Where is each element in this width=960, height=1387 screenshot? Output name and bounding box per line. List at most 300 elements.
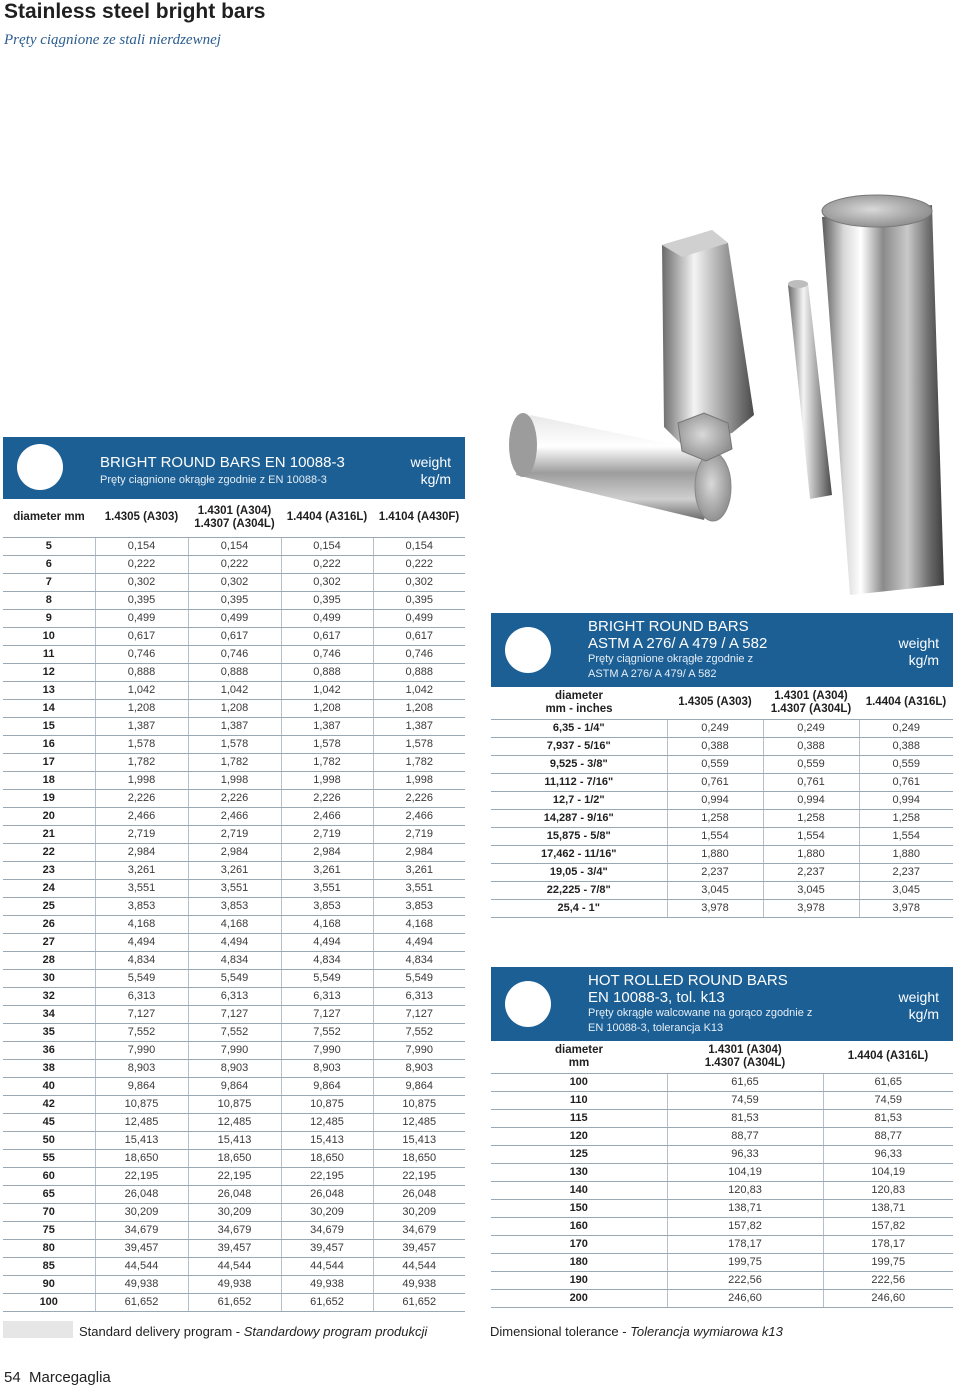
- row-weight: 39,457: [188, 1239, 281, 1257]
- table-row: [491, 1235, 953, 1253]
- row-weight: 0,222: [373, 555, 465, 573]
- row-weight: 1,208: [281, 699, 373, 717]
- row-weight: 157,82: [667, 1217, 823, 1235]
- row-weight: 1,782: [95, 753, 188, 771]
- row-diameter: 85: [3, 1257, 95, 1275]
- legend-standard: Standard delivery program - Standardowy program produkcji: [79, 1324, 428, 1339]
- col-header: 1.4305 (A303): [95, 499, 188, 537]
- row-weight: 4,834: [281, 951, 373, 969]
- row-weight: 5,549: [95, 969, 188, 987]
- row-weight: 0,154: [281, 537, 373, 555]
- row-weight: 8,903: [188, 1059, 281, 1077]
- row-weight: 1,042: [373, 681, 465, 699]
- table-row: [3, 609, 465, 627]
- table-row: [491, 1091, 953, 1109]
- row-weight: 138,71: [823, 1199, 953, 1217]
- row-weight: 1,880: [859, 845, 953, 863]
- row-weight: 4,834: [188, 951, 281, 969]
- table-row: [3, 1131, 465, 1149]
- row-weight: 3,551: [281, 879, 373, 897]
- row-weight: 0,302: [373, 573, 465, 591]
- row-weight: 2,226: [281, 789, 373, 807]
- row-weight: 0,154: [188, 537, 281, 555]
- row-diameter: 9: [3, 609, 95, 627]
- row-weight: 2,719: [373, 825, 465, 843]
- standard-program-swatch: [3, 1321, 73, 1338]
- row-weight: 39,457: [281, 1239, 373, 1257]
- row-weight: 3,551: [95, 879, 188, 897]
- table-row: [3, 753, 465, 771]
- row-diameter: 16: [3, 735, 95, 753]
- table-row: [3, 663, 465, 681]
- row-weight: 1,880: [763, 845, 859, 863]
- row-weight: 88,77: [667, 1127, 823, 1145]
- row-weight: 0,994: [859, 791, 953, 809]
- row-weight: 1,208: [188, 699, 281, 717]
- row-weight: 1,042: [188, 681, 281, 699]
- row-weight: 6,313: [281, 987, 373, 1005]
- row-weight: 0,395: [373, 591, 465, 609]
- table-astm-subtitle: Pręty ciągnione okrągłe zgodnie z: [588, 653, 754, 665]
- table-row: [491, 1163, 953, 1181]
- row-weight: 96,33: [823, 1145, 953, 1163]
- table-row: [3, 1149, 465, 1167]
- row-weight: 0,994: [667, 791, 763, 809]
- row-weight: 15,413: [373, 1131, 465, 1149]
- table-row: [491, 737, 953, 755]
- row-weight: 0,617: [373, 627, 465, 645]
- row-weight: 4,168: [281, 915, 373, 933]
- row-weight: 3,261: [281, 861, 373, 879]
- row-weight: 246,60: [667, 1289, 823, 1307]
- row-weight: 18,650: [188, 1149, 281, 1167]
- row-weight: 2,226: [373, 789, 465, 807]
- row-diameter: 22,225 - 7/8": [491, 881, 667, 899]
- row-diameter: 100: [3, 1293, 95, 1311]
- row-weight: 6,313: [373, 987, 465, 1005]
- row-weight: 4,168: [373, 915, 465, 933]
- row-weight: 1,042: [95, 681, 188, 699]
- row-weight: 26,048: [373, 1185, 465, 1203]
- row-weight: 0,888: [281, 663, 373, 681]
- row-diameter: 26: [3, 915, 95, 933]
- table-row: [3, 1077, 465, 1095]
- col-header: 1.4404 (A316L): [859, 687, 953, 719]
- table-row: [491, 755, 953, 773]
- row-weight: 34,679: [95, 1221, 188, 1239]
- table-row: [3, 879, 465, 897]
- row-diameter: 75: [3, 1221, 95, 1239]
- diameter-symbol: D: [561, 646, 567, 655]
- row-weight: 2,719: [188, 825, 281, 843]
- row-weight: 1,998: [188, 771, 281, 789]
- row-weight: 0,222: [281, 555, 373, 573]
- row-weight: 1,782: [373, 753, 465, 771]
- row-weight: 0,249: [859, 719, 953, 737]
- row-diameter: 7: [3, 573, 95, 591]
- row-weight: 61,652: [373, 1293, 465, 1311]
- table-row: [491, 899, 953, 917]
- table-row: [3, 771, 465, 789]
- row-weight: 30,209: [281, 1203, 373, 1221]
- table-row: [491, 1181, 953, 1199]
- row-weight: 0,302: [95, 573, 188, 591]
- row-diameter: 12,7 - 1/2": [491, 791, 667, 809]
- weight-label: weight: [410, 454, 451, 470]
- table-row: [491, 1253, 953, 1271]
- row-weight: 2,719: [281, 825, 373, 843]
- row-diameter: 170: [491, 1235, 667, 1253]
- row-weight: 199,75: [667, 1253, 823, 1271]
- row-diameter: 19: [3, 789, 95, 807]
- row-weight: 26,048: [95, 1185, 188, 1203]
- table-row: [3, 537, 465, 555]
- row-weight: 1,258: [859, 809, 953, 827]
- row-weight: 8,903: [95, 1059, 188, 1077]
- row-weight: 4,494: [281, 933, 373, 951]
- table-row: [3, 627, 465, 645]
- table-row: [3, 1113, 465, 1131]
- row-diameter: 34: [3, 1005, 95, 1023]
- row-weight: 3,853: [373, 897, 465, 915]
- row-weight: 12,485: [281, 1113, 373, 1131]
- row-weight: 1,387: [373, 717, 465, 735]
- row-weight: 6,313: [95, 987, 188, 1005]
- row-weight: 44,544: [373, 1257, 465, 1275]
- row-weight: 1,578: [95, 735, 188, 753]
- row-weight: 7,990: [188, 1041, 281, 1059]
- table-row: [491, 1289, 953, 1307]
- row-weight: 0,761: [859, 773, 953, 791]
- table-row: [3, 897, 465, 915]
- table-row: [3, 591, 465, 609]
- table-row: [491, 1271, 953, 1289]
- row-weight: 222,56: [667, 1271, 823, 1289]
- row-weight: 7,552: [188, 1023, 281, 1041]
- row-weight: 2,984: [281, 843, 373, 861]
- table-row: [491, 1073, 953, 1091]
- row-weight: 61,65: [823, 1073, 953, 1091]
- row-diameter: 70: [3, 1203, 95, 1221]
- row-weight: 74,59: [823, 1091, 953, 1109]
- table-row: [3, 573, 465, 591]
- row-weight: 0,746: [95, 645, 188, 663]
- row-weight: 0,395: [95, 591, 188, 609]
- row-weight: 4,834: [95, 951, 188, 969]
- row-weight: 138,71: [667, 1199, 823, 1217]
- table-row: [3, 951, 465, 969]
- row-diameter: 190: [491, 1271, 667, 1289]
- row-weight: 0,222: [188, 555, 281, 573]
- legend-tolerance: Dimensional tolerance - Tolerancja wymiarowa k13: [490, 1324, 783, 1339]
- row-weight: 2,466: [373, 807, 465, 825]
- row-diameter: 11,112 - 7/16": [491, 773, 667, 791]
- row-diameter: 8: [3, 591, 95, 609]
- row-weight: 1,554: [667, 827, 763, 845]
- row-weight: 246,60: [823, 1289, 953, 1307]
- row-diameter: 130: [491, 1163, 667, 1181]
- table-hot-rolled-title: HOT ROLLED ROUND BARS: [588, 972, 788, 989]
- row-diameter: 6,35 - 1/4": [491, 719, 667, 737]
- row-weight: 81,53: [667, 1109, 823, 1127]
- table-astm-title-2: ASTM A 276/ A 479 / A 582: [588, 635, 768, 652]
- table-row: [3, 1239, 465, 1257]
- row-weight: 0,746: [188, 645, 281, 663]
- table-row: [3, 1095, 465, 1113]
- row-diameter: 55: [3, 1149, 95, 1167]
- row-weight: 12,485: [188, 1113, 281, 1131]
- row-weight: 0,888: [188, 663, 281, 681]
- round-bar-section-icon: [505, 981, 551, 1027]
- row-weight: 1,782: [188, 753, 281, 771]
- row-weight: 9,864: [373, 1077, 465, 1095]
- row-weight: 2,237: [667, 863, 763, 881]
- table-row: [3, 735, 465, 753]
- table-row: [3, 861, 465, 879]
- row-weight: 0,388: [763, 737, 859, 755]
- row-weight: 1,880: [667, 845, 763, 863]
- row-diameter: 25,4 - 1": [491, 899, 667, 917]
- row-weight: 0,395: [281, 591, 373, 609]
- row-diameter: 12: [3, 663, 95, 681]
- row-weight: 10,875: [281, 1095, 373, 1113]
- row-weight: 2,984: [95, 843, 188, 861]
- row-diameter: 35: [3, 1023, 95, 1041]
- table-row: [491, 827, 953, 845]
- weight-unit: kg/m: [420, 471, 451, 487]
- table-row: [491, 809, 953, 827]
- table-row: [491, 1145, 953, 1163]
- row-weight: 2,237: [859, 863, 953, 881]
- col-header: diameter mm: [491, 1041, 667, 1073]
- row-weight: 30,209: [188, 1203, 281, 1221]
- row-weight: 0,559: [667, 755, 763, 773]
- row-diameter: 140: [491, 1181, 667, 1199]
- row-weight: 22,195: [188, 1167, 281, 1185]
- row-diameter: 15: [3, 717, 95, 735]
- row-weight: 7,127: [281, 1005, 373, 1023]
- row-diameter: 10: [3, 627, 95, 645]
- table-astm: [491, 613, 953, 918]
- row-weight: 34,679: [188, 1221, 281, 1239]
- row-weight: 0,499: [281, 609, 373, 627]
- table-hot-rolled-grid: [491, 1041, 953, 1308]
- table-astm-subtitle-2: ASTM A 276/ A 479/ A 582: [588, 668, 717, 680]
- row-weight: 3,261: [95, 861, 188, 879]
- table-row: [3, 1023, 465, 1041]
- row-diameter: 22: [3, 843, 95, 861]
- row-weight: 3,551: [373, 879, 465, 897]
- table-hot-rolled-header: [491, 967, 953, 1041]
- bars-photo: [492, 165, 958, 605]
- row-weight: 49,938: [188, 1275, 281, 1293]
- row-weight: 0,395: [188, 591, 281, 609]
- row-weight: 2,237: [763, 863, 859, 881]
- row-diameter: 19,05 - 3/4": [491, 863, 667, 881]
- row-weight: 2,226: [188, 789, 281, 807]
- row-diameter: 23: [3, 861, 95, 879]
- brand-name: Marcegaglia: [29, 1369, 111, 1386]
- diameter-symbol: D: [561, 1000, 567, 1009]
- row-diameter: 60: [3, 1167, 95, 1185]
- row-diameter: 17,462 - 11/16": [491, 845, 667, 863]
- table-row: [491, 881, 953, 899]
- table-row: [3, 1005, 465, 1023]
- table-row: [3, 699, 465, 717]
- row-weight: 3,853: [281, 897, 373, 915]
- table-row: [3, 807, 465, 825]
- row-diameter: 125: [491, 1145, 667, 1163]
- row-weight: 34,679: [281, 1221, 373, 1239]
- row-weight: 4,494: [188, 933, 281, 951]
- table-row: [3, 1059, 465, 1077]
- col-header: 1.4305 (A303): [667, 687, 763, 719]
- row-weight: 120,83: [823, 1181, 953, 1199]
- row-weight: 34,679: [373, 1221, 465, 1239]
- row-weight: 1,208: [373, 699, 465, 717]
- row-diameter: 100: [491, 1073, 667, 1091]
- row-diameter: 38: [3, 1059, 95, 1077]
- table-astm-header: [491, 613, 953, 687]
- row-weight: 15,413: [188, 1131, 281, 1149]
- row-diameter: 45: [3, 1113, 95, 1131]
- row-weight: 1,998: [281, 771, 373, 789]
- row-weight: 22,195: [95, 1167, 188, 1185]
- row-weight: 1,578: [373, 735, 465, 753]
- table-en10088-header: [3, 437, 465, 499]
- row-weight: 7,127: [95, 1005, 188, 1023]
- row-weight: 1,387: [95, 717, 188, 735]
- row-weight: 7,127: [188, 1005, 281, 1023]
- row-weight: 10,875: [188, 1095, 281, 1113]
- row-weight: 3,045: [667, 881, 763, 899]
- row-weight: 0,499: [95, 609, 188, 627]
- table-row: [3, 1185, 465, 1203]
- row-diameter: 42: [3, 1095, 95, 1113]
- row-weight: 39,457: [373, 1239, 465, 1257]
- row-diameter: 15,875 - 5/8": [491, 827, 667, 845]
- row-diameter: 90: [3, 1275, 95, 1293]
- row-diameter: 21: [3, 825, 95, 843]
- round-bar-section-icon: [17, 444, 63, 490]
- row-weight: 0,499: [188, 609, 281, 627]
- row-diameter: 11: [3, 645, 95, 663]
- weight-label: weight: [898, 635, 939, 651]
- table-row: [3, 987, 465, 1005]
- table-row: [3, 717, 465, 735]
- table-hot-rolled: [491, 967, 953, 1308]
- row-weight: 5,549: [373, 969, 465, 987]
- col-header: 1.4301 (A304) 1.4307 (A304L): [763, 687, 859, 719]
- row-diameter: 36: [3, 1041, 95, 1059]
- table-astm-title: BRIGHT ROUND BARS: [588, 618, 749, 635]
- table-row: [491, 1217, 953, 1235]
- table-row: [3, 681, 465, 699]
- row-weight: 0,746: [373, 645, 465, 663]
- col-header: 1.4104 (A430F): [373, 499, 465, 537]
- row-diameter: 50: [3, 1131, 95, 1149]
- row-weight: 3,551: [188, 879, 281, 897]
- row-weight: 2,984: [188, 843, 281, 861]
- table-row: [3, 555, 465, 573]
- weight-unit: kg/m: [908, 652, 939, 668]
- row-weight: 3,261: [188, 861, 281, 879]
- row-weight: 8,903: [281, 1059, 373, 1077]
- row-weight: 7,552: [95, 1023, 188, 1041]
- row-weight: 1,578: [281, 735, 373, 753]
- col-header: 1.4404 (A316L): [823, 1041, 953, 1073]
- round-bar-section-icon: [505, 627, 551, 673]
- row-weight: 0,761: [763, 773, 859, 791]
- table-row: [3, 843, 465, 861]
- row-weight: 0,302: [188, 573, 281, 591]
- row-weight: 7,990: [281, 1041, 373, 1059]
- row-weight: 2,984: [373, 843, 465, 861]
- row-weight: 4,168: [95, 915, 188, 933]
- col-header: 1.4404 (A316L): [281, 499, 373, 537]
- row-weight: 3,978: [763, 899, 859, 917]
- row-weight: 1,208: [95, 699, 188, 717]
- row-weight: 74,59: [667, 1091, 823, 1109]
- table-row: [3, 915, 465, 933]
- row-weight: 44,544: [188, 1257, 281, 1275]
- table-row: [491, 845, 953, 863]
- table-hot-rolled-subtitle-2: EN 10088-3, tolerancja K13: [588, 1022, 724, 1034]
- table-row: [491, 719, 953, 737]
- table-hot-rolled-subtitle: Pręty okrągłe walcowane na gorąco zgodnie z: [588, 1007, 813, 1019]
- row-weight: 2,466: [188, 807, 281, 825]
- row-weight: 61,652: [95, 1293, 188, 1311]
- row-weight: 61,65: [667, 1073, 823, 1091]
- table-row: [491, 773, 953, 791]
- row-weight: 1,554: [763, 827, 859, 845]
- table-en10088-grid: [3, 499, 465, 1312]
- row-diameter: 150: [491, 1199, 667, 1217]
- row-weight: 157,82: [823, 1217, 953, 1235]
- row-weight: 7,990: [373, 1041, 465, 1059]
- row-diameter: 13: [3, 681, 95, 699]
- row-weight: 5,549: [281, 969, 373, 987]
- table-row: [3, 645, 465, 663]
- row-weight: 178,17: [667, 1235, 823, 1253]
- table-row: [3, 789, 465, 807]
- row-weight: 199,75: [823, 1253, 953, 1271]
- row-weight: 18,650: [281, 1149, 373, 1167]
- row-weight: 49,938: [95, 1275, 188, 1293]
- row-weight: 1,387: [281, 717, 373, 735]
- row-weight: 61,652: [281, 1293, 373, 1311]
- row-weight: 0,888: [95, 663, 188, 681]
- row-diameter: 32: [3, 987, 95, 1005]
- row-weight: 120,83: [667, 1181, 823, 1199]
- row-weight: 1,998: [95, 771, 188, 789]
- page-footer: [4, 1369, 111, 1386]
- row-weight: 15,413: [95, 1131, 188, 1149]
- row-weight: 49,938: [281, 1275, 373, 1293]
- row-weight: 0,154: [95, 537, 188, 555]
- table-row: [3, 1041, 465, 1059]
- row-weight: 0,249: [667, 719, 763, 737]
- row-weight: 7,990: [95, 1041, 188, 1059]
- col-header: diameter mm: [3, 499, 95, 537]
- row-weight: 4,494: [373, 933, 465, 951]
- row-weight: 15,413: [281, 1131, 373, 1149]
- row-weight: 1,554: [859, 827, 953, 845]
- row-weight: 104,19: [667, 1163, 823, 1181]
- row-diameter: 20: [3, 807, 95, 825]
- row-weight: 4,494: [95, 933, 188, 951]
- row-weight: 39,457: [95, 1239, 188, 1257]
